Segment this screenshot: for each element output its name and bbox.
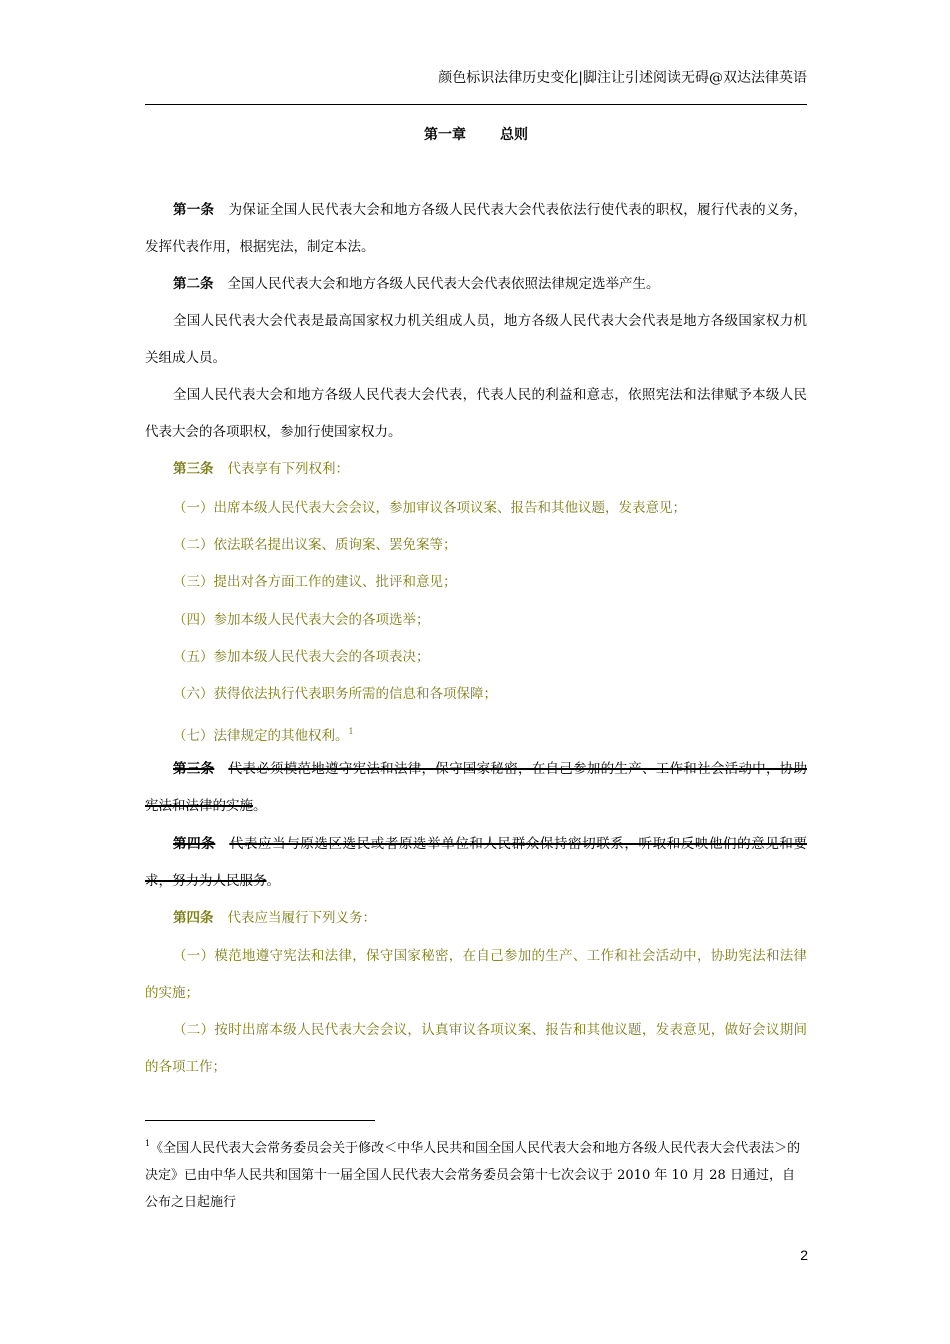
footnote-text: 《全国人民代表大会常务委员会关于修改＜中华人民共和国全国人民代表大会和地方各级人民代表大会代表法＞的决定》已由中华人民共和国第十一届全国人民代表大会常务委员会第十七次会议于 2010 年 10 月 28 日通过，自公布之日起施行 [145, 1141, 801, 1210]
article-3-old-end: 。 [253, 798, 267, 814]
article-4-old-text: 代表应当与原选区选民或者原选举单位和人民群众保持密切联系，听取和反映他们的意见和要求，努力为人民服务 [145, 836, 808, 889]
article-3-item-3: （三）提出对各方面工作的建议、批评和意见； [173, 574, 457, 590]
chapter-number: 第一章 [424, 127, 466, 143]
footnote-number: 1 [145, 1139, 151, 1148]
chapter-title: 总则 [500, 127, 528, 143]
chapter-heading [145, 125, 807, 145]
article-2-text: 全国人民代表大会和地方各级人民代表大会代表依照法律规定选举产生。 [227, 276, 660, 292]
article-3-item-4: （四）参加本级人民代表大会的各项选举； [173, 612, 430, 628]
article-3-repealed [145, 751, 807, 825]
article-1 [145, 192, 807, 266]
article-4-new-label: 第四条 [173, 910, 214, 926]
article-4-old-label: 第四条 [173, 836, 216, 852]
article-2-label: 第二条 [173, 276, 214, 292]
article-4-new-text: 代表应当履行下列义务： [227, 910, 376, 926]
article-3-item-1: （一）出席本级人民代表大会会议，参加审议各项议案、报告和其他议题，发表意见； [173, 500, 686, 516]
running-header: 颜色标识法律历史变化|脚注让引述阅读无碍@双达法律英语 [438, 70, 807, 86]
article-3-item-2: （二）依法联名提出议案、质询案、罢免案等； [173, 537, 457, 553]
article-4-item-1: （一）模范地遵守宪法和法律，保守国家秘密，在自己参加的生产、工作和社会活动中，协助宪法和法律的实施； [145, 948, 807, 1001]
page-number: 2 [800, 1247, 808, 1263]
article-4-repealed [145, 826, 807, 900]
article-3-old-label: 第三条 [173, 761, 215, 777]
article-2-paragraph-3: 全国人民代表大会和地方各级人民代表大会代表，代表人民的利益和意志，依照宪法和法律赋予本级人民代表大会的各项职权，参加行使国家权力。 [145, 387, 807, 440]
article-4-item-2: （二）按时出席本级人民代表大会会议，认真审议各项议案、报告和其他议题，发表意见，做好会议期间的各项工作； [145, 1022, 807, 1075]
article-3-old-text: 代表必须模范地遵守宪法和法律，保守国家秘密，在自己参加的生产、工作和社会活动中，协助宪法和法律的实施 [145, 761, 808, 814]
article-2 [145, 266, 807, 303]
article-3-item-7 [145, 713, 807, 755]
article-1-text: 为保证全国人民代表大会和地方各级人民代表大会代表依法行使代表的职权，履行代表的义务，发挥代表作用，根据宪法，制定本法。 [145, 202, 808, 255]
article-3-new [145, 451, 807, 488]
footnote-divider [145, 1120, 375, 1121]
footnote [145, 1130, 807, 1216]
article-3-new-text: 代表享有下列权利： [227, 461, 349, 477]
article-2-paragraph-2: 全国人民代表大会代表是最高国家权力机关组成人员，地方各级人民代表大会代表是地方各级国家权力机关组成人员。 [145, 313, 807, 366]
article-4-old-end: 。 [266, 873, 280, 889]
article-3-item-7-text: （七）法律规定的其他权利。 [173, 728, 349, 744]
article-4-new [145, 900, 807, 937]
footnote-reference[interactable]: 1 [348, 727, 354, 736]
header-divider [145, 104, 807, 105]
article-3-item-6: （六）获得依法执行代表职务所需的信息和各项保障； [173, 686, 497, 702]
article-3-item-5: （五）参加本级人民代表大会的各项表决； [173, 649, 430, 665]
article-3-new-label: 第三条 [173, 461, 214, 477]
article-1-label: 第一条 [173, 202, 215, 218]
